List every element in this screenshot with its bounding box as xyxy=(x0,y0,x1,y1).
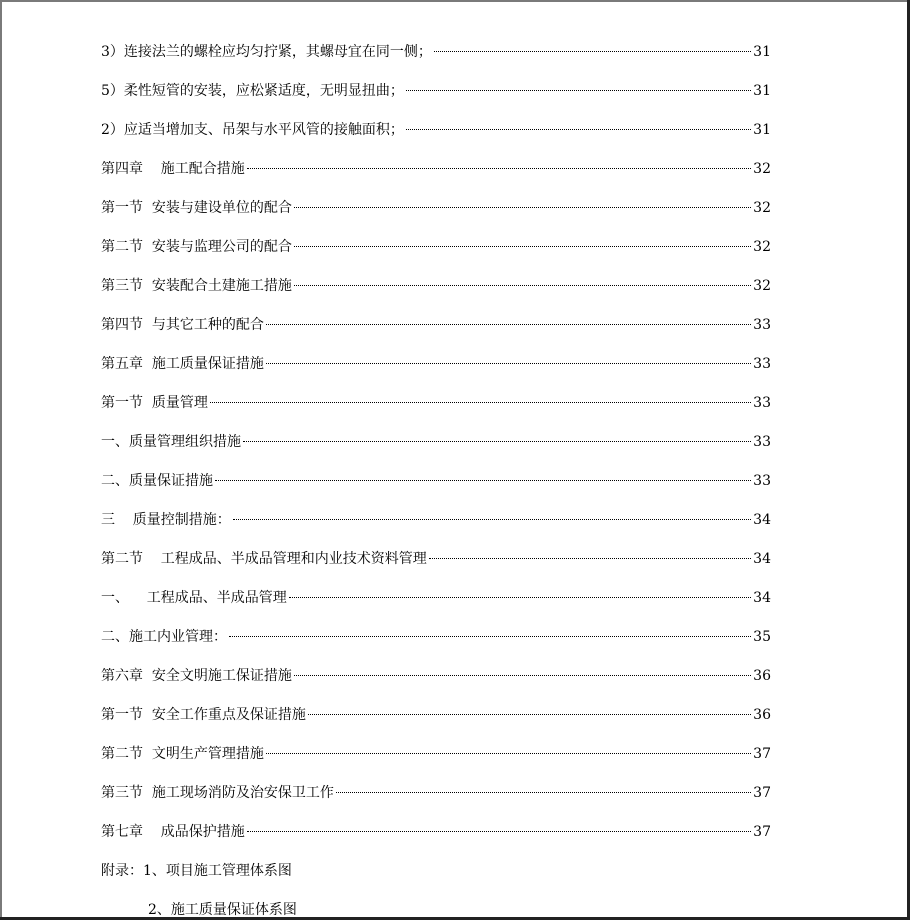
toc-entry[interactable] xyxy=(101,72,771,111)
toc-page-number: 37 xyxy=(753,746,771,762)
toc-entry-title: 第一节 安装与建设单位的配合 xyxy=(101,200,292,216)
toc-leader-dots xyxy=(429,558,751,559)
toc-page-number: 36 xyxy=(753,668,771,684)
toc-leader-dots xyxy=(336,792,751,793)
toc-leader-dots xyxy=(294,675,751,676)
toc-page-number: 33 xyxy=(753,317,771,333)
toc-page-number: 36 xyxy=(753,707,771,723)
toc-page-number: 35 xyxy=(753,629,771,645)
toc-entry-title: 第三节 施工现场消防及治安保卫工作 xyxy=(101,785,334,801)
toc-entry-title: 三 质量控制措施： xyxy=(101,512,231,528)
toc-entry[interactable] xyxy=(101,540,771,579)
toc-entry-title: 第二节 工程成品、半成品管理和内业技术资料管理 xyxy=(101,551,427,567)
toc-entry[interactable] xyxy=(101,306,771,345)
toc-leader-dots xyxy=(294,246,751,247)
toc-entry[interactable] xyxy=(101,267,771,306)
table-of-contents xyxy=(101,33,771,920)
toc-entry[interactable] xyxy=(101,696,771,735)
toc-entry[interactable] xyxy=(101,33,771,72)
toc-page-number: 31 xyxy=(753,83,771,99)
toc-page-number: 33 xyxy=(753,395,771,411)
toc-leader-dots xyxy=(215,480,751,481)
toc-entry-title: 第一节 质量管理 xyxy=(101,395,208,411)
toc-page-number: 33 xyxy=(753,473,771,489)
toc-page-number: 32 xyxy=(753,278,771,294)
toc-entry-title: 第四章 施工配合措施 xyxy=(101,161,245,177)
toc-page-number: 34 xyxy=(753,590,771,606)
toc-leader-dots xyxy=(434,51,751,52)
toc-entry-title: 第六章 安全文明施工保证措施 xyxy=(101,668,292,684)
toc-entry-title: 第四节 与其它工种的配合 xyxy=(101,317,264,333)
toc-entry[interactable] xyxy=(101,150,771,189)
toc-entry-title: 5）柔性短管的安装，应松紧适度，无明显扭曲； xyxy=(101,83,404,99)
toc-entry-title: 第一节 安全工作重点及保证措施 xyxy=(101,707,306,723)
appendix-item: 2、施工质量保证体系图 xyxy=(148,902,297,918)
toc-leader-dots xyxy=(289,597,751,598)
toc-leader-dots xyxy=(266,324,751,325)
toc-entry[interactable] xyxy=(101,423,771,462)
appendix-line[interactable] xyxy=(101,852,771,891)
toc-leader-dots xyxy=(266,753,751,754)
toc-entry-title: 3）连接法兰的螺栓应均匀拧紧，其螺母宜在同一侧； xyxy=(101,44,432,60)
toc-leader-dots xyxy=(406,129,751,130)
toc-page-number: 33 xyxy=(753,356,771,372)
toc-entry-title: 一、 工程成品、半成品管理 xyxy=(101,590,287,606)
toc-leader-dots xyxy=(247,168,751,169)
toc-page-number: 31 xyxy=(753,122,771,138)
appendix-line[interactable] xyxy=(101,891,771,920)
toc-entry[interactable] xyxy=(101,228,771,267)
toc-leader-dots xyxy=(308,714,751,715)
toc-entry[interactable] xyxy=(101,735,771,774)
toc-page-number: 37 xyxy=(753,785,771,801)
toc-entry-title: 第五章 施工质量保证措施 xyxy=(101,356,264,372)
toc-entry-title: 第二节 文明生产管理措施 xyxy=(101,746,264,762)
toc-entry-title: 第二节 安装与监理公司的配合 xyxy=(101,239,292,255)
toc-entry[interactable] xyxy=(101,345,771,384)
toc-entry[interactable] xyxy=(101,462,771,501)
toc-entry[interactable] xyxy=(101,774,771,813)
toc-entry-title: 第七章 成品保护措施 xyxy=(101,824,245,840)
toc-leader-dots xyxy=(406,90,751,91)
toc-entry-title: 第三节 安装配合土建施工措施 xyxy=(101,278,292,294)
toc-leader-dots xyxy=(266,363,751,364)
toc-entry-title: 二、质量保证措施 xyxy=(101,473,213,489)
toc-entry[interactable] xyxy=(101,384,771,423)
toc-page-number: 32 xyxy=(753,200,771,216)
toc-page-number: 37 xyxy=(753,824,771,840)
toc-leader-dots xyxy=(229,636,751,637)
toc-page-number: 34 xyxy=(753,551,771,567)
toc-entry[interactable] xyxy=(101,579,771,618)
toc-leader-dots xyxy=(294,207,751,208)
toc-page-number: 32 xyxy=(753,161,771,177)
appendix-title: 附录：1、项目施工管理体系图 xyxy=(101,863,292,879)
page-border-top xyxy=(0,0,910,2)
toc-entry-title: 一、质量管理组织措施 xyxy=(101,434,241,450)
toc-page-number: 33 xyxy=(753,434,771,450)
toc-leader-dots xyxy=(294,285,751,286)
toc-entry-title: 二、施工内业管理： xyxy=(101,629,227,645)
toc-leader-dots xyxy=(247,831,751,832)
toc-entry[interactable] xyxy=(101,618,771,657)
toc-page-number: 34 xyxy=(753,512,771,528)
toc-leader-dots xyxy=(233,519,751,520)
toc-page-number: 32 xyxy=(753,239,771,255)
toc-entry[interactable] xyxy=(101,501,771,540)
toc-entry[interactable] xyxy=(101,813,771,852)
toc-entry[interactable] xyxy=(101,111,771,150)
toc-leader-dots xyxy=(210,402,751,403)
toc-entry[interactable] xyxy=(101,189,771,228)
toc-leader-dots xyxy=(243,441,751,442)
toc-entry[interactable] xyxy=(101,657,771,696)
toc-entry-title: 2）应适当增加支、吊架与水平风管的接触面积； xyxy=(101,122,404,138)
toc-page-number: 31 xyxy=(753,44,771,60)
page-border-left xyxy=(0,0,2,920)
